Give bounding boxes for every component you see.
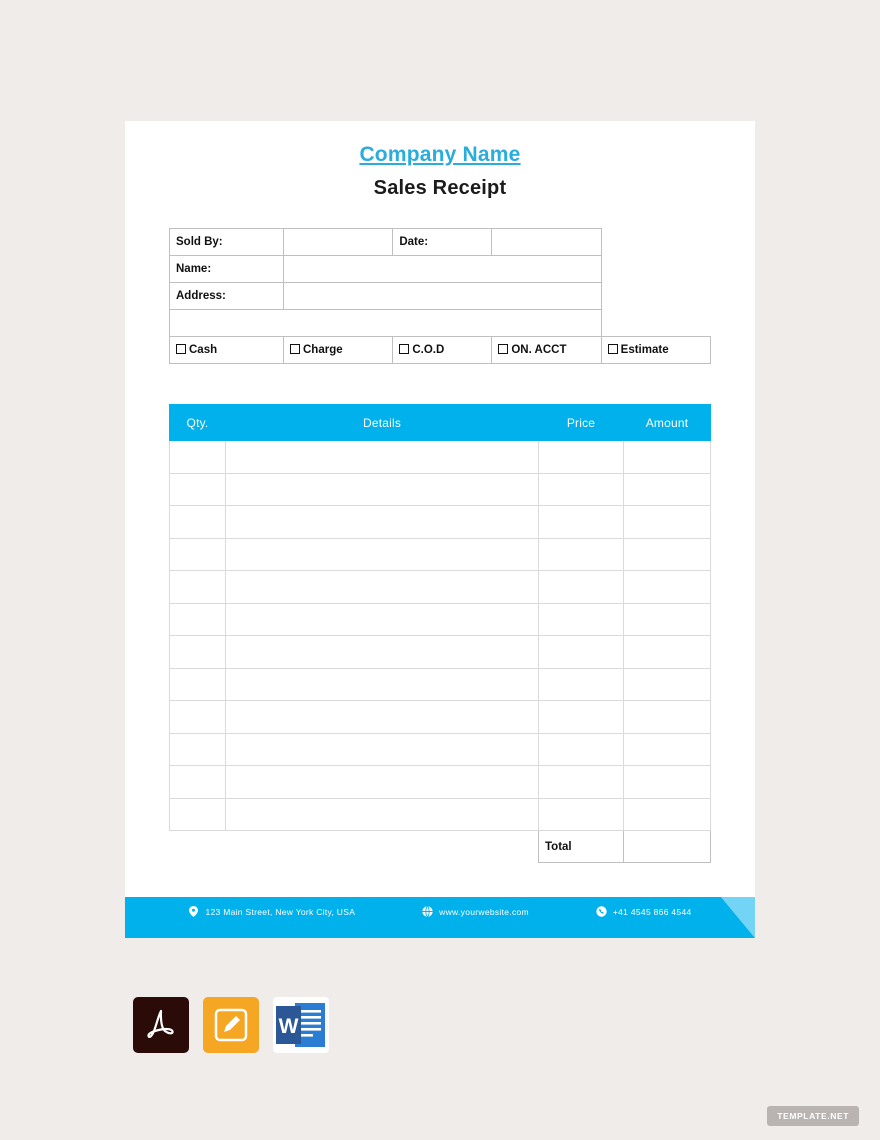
- cell-price[interactable]: [539, 473, 624, 506]
- cell-amount[interactable]: [624, 603, 711, 636]
- address-label: Address:: [170, 283, 284, 310]
- cell-price[interactable]: [539, 733, 624, 766]
- footer-phone-text: +41 4545 866 4544: [612, 906, 692, 917]
- cell-qty[interactable]: [170, 668, 226, 701]
- cell-details[interactable]: [226, 473, 539, 506]
- pdf-glyph-icon: [141, 1005, 181, 1045]
- cell-price[interactable]: [539, 506, 624, 539]
- cell-price[interactable]: [539, 701, 624, 734]
- cell-price[interactable]: [539, 441, 624, 474]
- table-row: [170, 603, 711, 636]
- footer-banner: [125, 885, 755, 938]
- cell-price[interactable]: [539, 603, 624, 636]
- word-file-icon[interactable]: [273, 997, 329, 1053]
- address-field[interactable]: [284, 283, 602, 310]
- checkbox-icon[interactable]: [608, 344, 618, 354]
- phone-icon: [596, 906, 607, 917]
- total-label: Total: [539, 831, 624, 863]
- pdf-file-icon[interactable]: [133, 997, 189, 1053]
- cell-qty[interactable]: [170, 538, 226, 571]
- checkbox-icon[interactable]: [290, 344, 300, 354]
- file-format-icons: [133, 997, 329, 1053]
- table-row: [170, 668, 711, 701]
- cell-amount[interactable]: [624, 473, 711, 506]
- cell-amount[interactable]: [624, 798, 711, 831]
- items-header-row: [170, 405, 711, 441]
- company-name: Company Name: [359, 143, 521, 166]
- cell-details[interactable]: [226, 538, 539, 571]
- footer-address: [188, 906, 355, 917]
- column-header-price: Price: [539, 405, 624, 441]
- cell-details[interactable]: [226, 571, 539, 604]
- table-row: [170, 283, 711, 310]
- cell-qty[interactable]: [170, 701, 226, 734]
- globe-icon: [422, 906, 433, 917]
- items-section: [169, 404, 711, 863]
- location-pin-icon: [188, 906, 199, 917]
- cell-price[interactable]: [539, 766, 624, 799]
- table-row: [170, 473, 711, 506]
- total-spacer-details: [226, 831, 539, 863]
- table-row: [170, 571, 711, 604]
- cell-amount[interactable]: [624, 571, 711, 604]
- cell-amount[interactable]: [624, 733, 711, 766]
- table-row: [170, 701, 711, 734]
- spacer-row: [170, 310, 711, 337]
- cell-details[interactable]: [226, 506, 539, 539]
- svg-text:W: W: [278, 1015, 299, 1038]
- cell-qty[interactable]: [170, 603, 226, 636]
- payment-option-cod[interactable]: [393, 337, 492, 364]
- cell-details[interactable]: [226, 636, 539, 669]
- cell-qty[interactable]: [170, 798, 226, 831]
- total-row: [170, 831, 711, 863]
- cell-details[interactable]: [226, 798, 539, 831]
- footer-website-text: www.yourwebsite.com: [439, 906, 529, 917]
- watermark-badge: TEMPLATE.NET: [767, 1106, 859, 1126]
- column-header-qty: Qty.: [170, 405, 226, 441]
- table-row: [170, 441, 711, 474]
- cell-amount[interactable]: [624, 668, 711, 701]
- table-row: [170, 733, 711, 766]
- cell-price[interactable]: [539, 636, 624, 669]
- cell-details[interactable]: [226, 441, 539, 474]
- sold-by-label: Sold By:: [170, 229, 284, 256]
- payment-option-label: C.O.D: [412, 344, 445, 356]
- table-row: [170, 766, 711, 799]
- total-spacer-qty: [170, 831, 226, 863]
- info-table: [169, 228, 711, 364]
- cell-price[interactable]: [539, 571, 624, 604]
- info-section: [169, 228, 711, 364]
- cell-amount[interactable]: [624, 538, 711, 571]
- table-row: [170, 636, 711, 669]
- table-row: [170, 256, 711, 283]
- cell-details[interactable]: [226, 766, 539, 799]
- sold-by-field[interactable]: [284, 229, 393, 256]
- total-value[interactable]: [624, 831, 711, 863]
- pencil-icon: [214, 1008, 248, 1042]
- cell-details[interactable]: [226, 733, 539, 766]
- cell-amount[interactable]: [624, 506, 711, 539]
- payment-option-cash[interactable]: [170, 337, 284, 364]
- cell-price[interactable]: [539, 538, 624, 571]
- cell-amount[interactable]: [624, 441, 711, 474]
- cell-amount[interactable]: [624, 636, 711, 669]
- checkbox-icon[interactable]: [399, 344, 409, 354]
- date-label: Date:: [393, 229, 492, 256]
- payment-option-on-acct[interactable]: [492, 337, 601, 364]
- checkbox-icon[interactable]: [176, 344, 186, 354]
- payment-option-estimate[interactable]: [601, 337, 710, 364]
- cell-price[interactable]: [539, 668, 624, 701]
- cell-details[interactable]: [226, 668, 539, 701]
- cell-qty[interactable]: [170, 441, 226, 474]
- cell-qty[interactable]: [170, 636, 226, 669]
- payment-options-row: [170, 337, 711, 364]
- cell-amount[interactable]: [624, 701, 711, 734]
- cell-qty[interactable]: [170, 473, 226, 506]
- apple-pages-file-icon[interactable]: [203, 997, 259, 1053]
- payment-option-label: ON. ACCT: [511, 344, 567, 356]
- column-header-details: Details: [226, 405, 539, 441]
- payment-option-label: Cash: [189, 344, 218, 356]
- cell-qty[interactable]: [170, 506, 226, 539]
- name-field[interactable]: [284, 256, 602, 283]
- date-field[interactable]: [492, 229, 601, 256]
- spacer-cell: [170, 310, 602, 337]
- footer-address-text: 123 Main Street, New York City, USA: [205, 906, 356, 917]
- receipt-page: [125, 121, 755, 938]
- word-glyph-icon: [273, 997, 329, 1053]
- cell-details[interactable]: [226, 701, 539, 734]
- payment-option-label: Estimate: [620, 344, 669, 356]
- cell-details[interactable]: [226, 603, 539, 636]
- cell-price[interactable]: [539, 798, 624, 831]
- table-row: [170, 506, 711, 539]
- items-table: [169, 404, 711, 863]
- cell-qty[interactable]: [170, 766, 226, 799]
- table-row: [170, 538, 711, 571]
- column-header-amount: Amount: [624, 405, 711, 441]
- footer-website[interactable]: [422, 906, 529, 917]
- footer-phone: [596, 906, 692, 917]
- table-row: [170, 229, 711, 256]
- checkbox-icon[interactable]: [498, 344, 508, 354]
- cell-qty[interactable]: [170, 571, 226, 604]
- payment-option-label: Charge: [303, 344, 343, 356]
- cell-amount[interactable]: [624, 766, 711, 799]
- payment-option-charge[interactable]: [284, 337, 393, 364]
- name-label: Name:: [170, 256, 284, 283]
- table-row: [170, 798, 711, 831]
- page-title: Sales Receipt: [373, 177, 507, 199]
- cell-qty[interactable]: [170, 733, 226, 766]
